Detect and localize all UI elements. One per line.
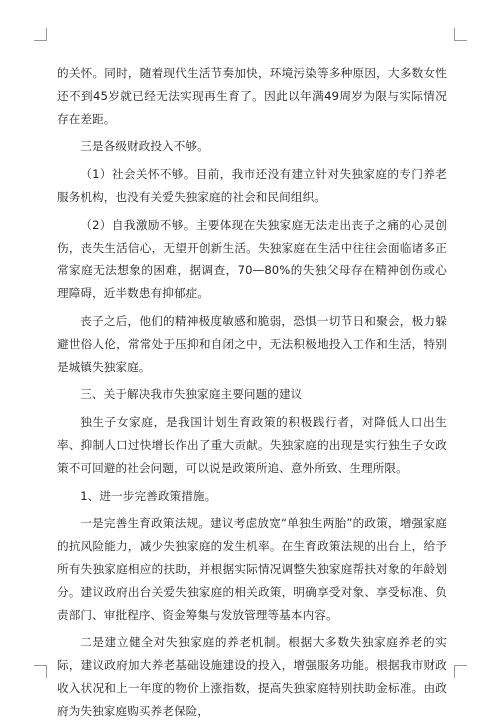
paragraph: 二是建立健全对失独家庭的养老机制。根据大多数失独家庭养老的实际，建议政府加大养老基础设施建设的投入，增强服务功能。根据我市财政收入状况和上一年度的物价上涨指数，提高失独家庭特别扶助金标准。由政府为失独家庭购买养老保险， xyxy=(57,635,447,718)
document-body xyxy=(57,62,447,728)
section-heading: 三、关于解决我市失独家庭主要问题的建议 xyxy=(80,387,303,402)
paragraph: 一是完善生育政策法规。建议考虑放宽“单独生两胎”的政策，增强家庭的抗风险能力，减少失独家庭的发生机率。在生育政策法规的出台上，给予所有失独家庭相应的扶助，并根据实际情况调整失独家庭帮扶对象的年龄划分。建议政府出台关爱失独家庭的相关政策，明确享受对象、享受标准、负责部门、审批程序、资金筹集与发放管理等基本内容。 xyxy=(57,516,447,622)
paragraph: （2）自我激励不够。主要体现在失独家庭无法走出丧子之痛的心灵创伤，丧失生活信心，无望开创新生活。失独家庭在生活中往往会面临诸多正常家庭无法想象的困难，据调查，70—80%的失独父母存在精神创伤或心理障碍，近半数患有抑郁症。 xyxy=(57,217,447,301)
crop-mark-bottom-right xyxy=(454,665,467,678)
paragraph: 丧子之后，他们的精神极度敏感和脆弱，恐惧一切节日和聚会，极力躲避世俗人伦，常常处于压抑和自闭之中，无法积极地投入工作和生活，特别是城镇失独家庭。 xyxy=(57,313,447,374)
paragraph: 独生子女家庭，是我国计划生育政策的积极践行者，对降低人口出生率、抑制人口过快增长作出了重大贡献。失独家庭的出现是实行独生子女政策不可回避的社会问题，可以说是政策所追、意外所致、生理所限。 xyxy=(57,415,447,475)
crop-mark-top-right xyxy=(454,28,467,41)
paragraph: （1）社会关怀不够。目前，我市还没有建立针对失独家庭的专门养老服务机构，也没有关爱失独家庭的社会和民间组织。 xyxy=(57,167,447,204)
crop-mark-bottom-left xyxy=(34,665,47,678)
paragraph: 三是各级财政投入不够。 xyxy=(80,139,209,154)
subsection-heading: 1、进一步完善政策措施。 xyxy=(80,488,217,503)
crop-mark-top-left xyxy=(34,28,47,41)
paragraph: 的关怀。同时，随着现代生活节奏加快，环境污染等多种原因，大多数女性还不到45岁就已经无法实现再生育了。因此以年满49周岁为限与实际情况存在差距。 xyxy=(57,66,447,126)
